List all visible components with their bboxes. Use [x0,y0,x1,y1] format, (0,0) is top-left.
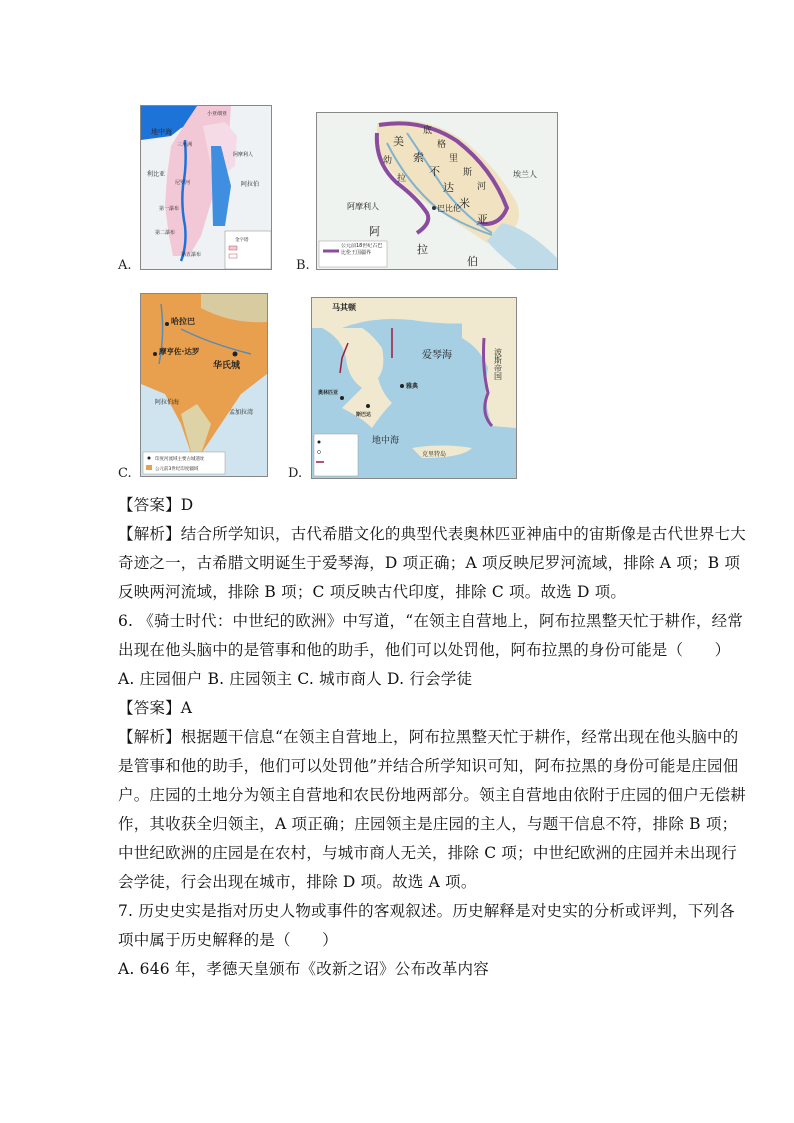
answer-analysis-section [118,491,747,984]
map-a-nile: 尼罗河 [175,180,191,186]
map-d-sparta: 斯巴达 [356,412,372,418]
question-7-option-a: A. 646 年，孝德天皇颁布《改新之诏》公布改革内容 [118,960,489,978]
map-c-legend1: 印度河流域主要古城遗址 [155,457,205,462]
question-6-options: A. 庄园佃户 B. 庄园领主 C. 城市商人 D. 行会学徒 [118,670,473,688]
map-a-cataract5: 第五瀑布 [181,252,202,258]
map-b-mi: 米 [459,197,470,210]
map-a-left-region: 利比亚 [147,171,166,178]
map-a-delta: 三角洲 [177,142,193,148]
map-a-amorites: 阿摩利人 [233,152,254,158]
map-a-mediterranean: 地中海 [151,128,172,136]
map-c-huashi: 华氏城 [213,361,241,371]
map-c-harappa: 哈拉巴 [171,317,195,326]
analysis-1-line-2: 奇迹之一，古希腊文明诞生于爱琴海，D 项正确；A 项反映尼罗河流域，排除 A 项；B 项 [118,554,741,572]
question-7-line-1: 7. 历史史实是指对历史人物或事件的客观叙述。历史解释是对史实的分析或评判，下列各 [118,902,735,920]
analysis-2-line-4: 作，其收获全归领主，A 项正确；庄园领主是庄园的主人，与题干信息不符，排除 B 项； [118,815,738,833]
analysis-1-line-3: 反映两河流域，排除 B 项；C 项反映古代印度，排除 C 项。故选 D 项。 [118,583,627,601]
map-b-di: 底 [423,126,433,136]
option-label-d: D. [288,466,303,481]
map-b-si: 斯 [463,168,473,178]
answer-line-2: 【答案】A [118,699,193,717]
map-d-olympia: 奥林匹亚 [318,390,339,396]
map-c-bengal: 孟加拉湾 [229,409,254,416]
question-6-line-2: 出现在他头脑中的是管事和他的助手，他们可以处罚他，阿布拉黑的身份可能是（ ） [118,641,731,659]
map-b-fa: 幼 [383,156,393,166]
map-b-mesopotamia [316,112,558,270]
map-b-mei: 美 [393,135,404,148]
map-c-india [140,293,268,477]
map-b-da: 达 [443,181,454,194]
map-d-top: 马其顿 [332,303,356,312]
map-a-cataract2: 第二瀑布 [155,230,176,236]
map-b-babylon: 巴比伦 [437,204,461,213]
map-b-ya: 亚 [477,213,488,226]
map-d-med: 地中海 [372,436,400,446]
map-c-arab-sea: 阿拉伯海 [155,399,180,406]
option-label-b: B. [296,258,310,273]
map-b-arab3: 伯 [467,255,478,268]
option-label-a: A. [118,258,132,273]
map-c-legend2: 公元前3世纪印度疆域 [155,467,199,472]
map-b-la: 拉 [397,174,407,184]
analysis-2-line-1: 【解析】根据题干信息“在领主自营地上，阿布拉黑整天忙于耕作，经常出现在他头脑中的 [118,728,739,746]
analysis-2-line-6: 会学徒，行会出现在城市，排除 D 项。故选 A 项。 [118,873,477,891]
question-6-line-1: 6. 《骑士时代：中世纪的欧洲》中写道，“在领主自营地上，阿布拉黑整天忙于耕作，经常 [118,612,744,630]
map-c-mohenjo: 摩亨佐·达罗 [159,347,200,356]
question-7-line-2: 项中属于历史解释的是（ ） [118,931,338,949]
map-d-crete: 克里特岛 [422,451,447,458]
map-b-elam: 埃兰人 [513,170,537,179]
map-b-ge: 格 [437,140,447,150]
analysis-2-line-3: 户。庄园的土地分为领主自营地和农民份地两部分。领主自营地由依附于庄园的佃户无偿耕 [118,786,747,804]
analysis-2-line-2: 是管事和他的助手，他们可以处罚他”并结合所学知识可知，阿布拉黑的身份可能是庄园佃 [118,757,739,775]
map-d-athens: 雅典 [406,383,419,390]
map-a-top: 小亚细亚 [207,111,228,117]
map-a-legend1: 金字塔 [235,238,249,243]
map-b-arab2: 拉 [417,243,428,256]
map-a-arab: 阿拉伯 [241,181,260,188]
map-b-li: 里 [449,154,459,164]
map-b-suo: 索 [413,151,424,164]
option-label-c: C. [118,466,132,481]
map-b-legend: 公元前18世纪古巴比伦王国疆界 [341,243,383,256]
map-b-bu: 不 [429,165,440,178]
map-d-persia: 波斯帝国 [493,348,503,380]
map-a-egypt [140,105,272,270]
map-d-greece [311,297,517,479]
analysis-1-line-1: 【解析】结合所学知识，古代希腊文化的典型代表奥林匹亚神庙中的宙斯像是古代世界七大 [118,525,747,543]
map-b-amorites: 阿摩利人 [347,202,379,211]
map-b-arab1: 阿 [369,225,380,238]
analysis-2-line-5: 中世纪欧洲的庄园是在农村，与城市商人无关，排除 C 项；中世纪欧洲的庄园并未出现行 [118,844,737,862]
map-d-sea: 爱琴海 [422,350,452,361]
answer-line-1: 【答案】D [118,496,194,514]
map-b-he: 河 [477,182,487,192]
map-a-cataract1: 第一瀑布 [159,206,180,212]
